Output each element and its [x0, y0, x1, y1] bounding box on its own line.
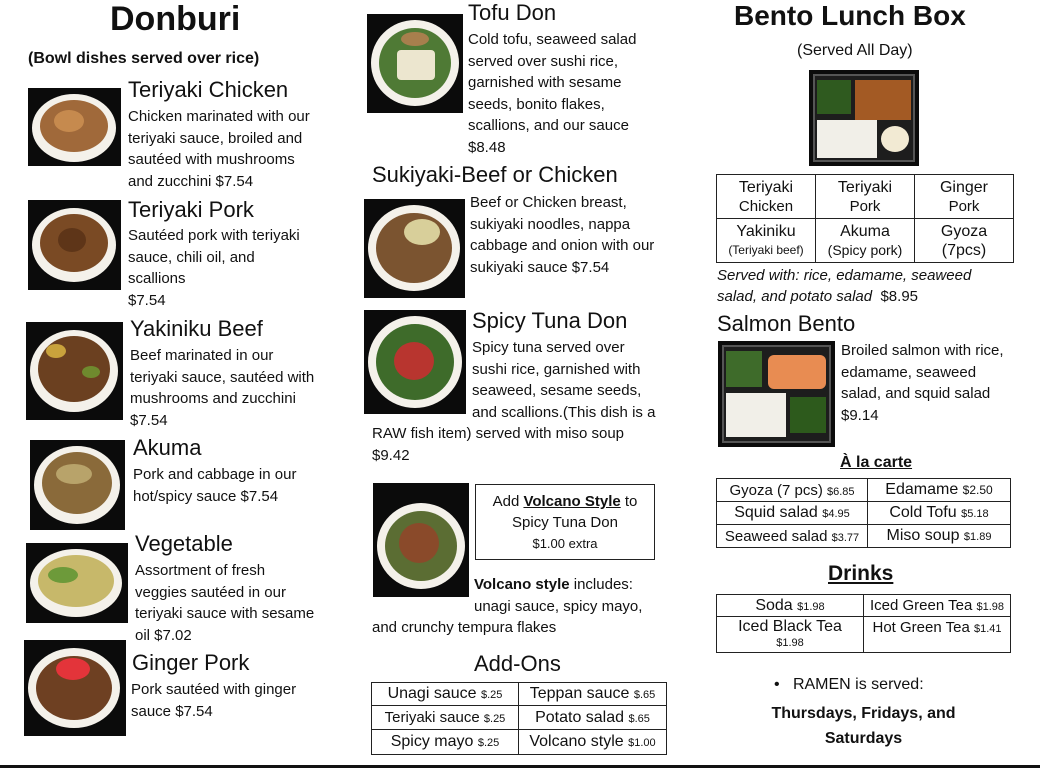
- yakiniku-beef-desc: Beef marinated in our teriyaki sauce, sautéed with mushrooms and zucchini $7.54: [130, 347, 315, 429]
- bento-subtitle: (Served All Day): [797, 42, 913, 59]
- teriyaki-pork-desc: Sautéed pork with teriyaki sauce, chili oil, and scallions $7.54: [128, 227, 300, 309]
- drinks-title: Drinks: [828, 562, 894, 585]
- spicy-tuna-don-desc: Spicy tuna served over sushi rice, garnished with seaweed, sesame seeds, and scallions.(This dish is a: [472, 339, 656, 421]
- volcano-style-box: Add Volcano Style to Spicy Tuna Don $1.00 extra: [475, 484, 655, 560]
- volcano-includes: Volcano style includes: unagi sauce, spicy mayo,: [474, 576, 643, 615]
- teriyaki-chicken-name: Teriyaki Chicken: [128, 77, 289, 102]
- vegetable-photo: [26, 543, 128, 623]
- teriyaki-pork-name: Teriyaki Pork: [128, 197, 254, 222]
- sukiyaki-name: Sukiyaki-Beef or Chicken: [372, 162, 618, 187]
- tofu-don-desc: Cold tofu, seaweed salad served over sushi rice, garnished with sesame seeds, bonito flakes, scallions, and our sauce $8.48: [468, 31, 637, 156]
- akuma-photo: [30, 440, 125, 530]
- volcano-photo: [373, 483, 469, 597]
- vegetable-desc: Assortment of fresh veggies sautéed in our teriyaki sauce with sesame oil $7.02: [135, 562, 315, 644]
- donburi-subtitle: (Bowl dishes served over rice): [28, 50, 260, 67]
- addons-table: Unagi sauce $.25 Teppan sauce $.65 Teriyaki sauce $.25 Potato salad $.65 Spicy mayo $.25 Volcano style $1.00: [371, 682, 667, 755]
- bento-served-with: Served with: rice, edamame, seaweed salad, and potato salad $8.95: [717, 267, 972, 305]
- bento-choices-table: Teriyaki Chicken Teriyaki Pork Ginger Pork Yakiniku (Teriyaki beef) Akuma (Spicy pork) Gyoza (7pcs): [716, 174, 1014, 263]
- spicy-tuna-don-desc-wide: RAW fish item) served with miso soup $9.42: [372, 425, 625, 464]
- tofu-don-name: Tofu Don: [468, 0, 557, 25]
- ginger-pork-name: Ginger Pork: [132, 650, 250, 675]
- alacarte-title: À la carte: [840, 454, 913, 471]
- salmon-bento-photo: [718, 341, 835, 447]
- bullet-icon: •: [774, 676, 780, 693]
- salmon-bento-name: Salmon Bento: [717, 311, 856, 336]
- teriyaki-chicken-desc: Chicken marinated with our teriyaki sauce, broiled and sautéed with mushrooms and zucchini $7.54: [128, 108, 310, 190]
- ramen-days: Thursdays, Fridays, and Saturdays: [771, 705, 956, 747]
- teriyaki-pork-photo: [28, 200, 121, 290]
- bento-box-photo: [809, 70, 919, 166]
- ginger-pork-photo: [24, 640, 126, 736]
- alacarte-table: Gyoza (7 pcs) $6.85 Edamame $2.50 Squid salad $4.95 Cold Tofu $5.18 Seaweed salad $3.77 Miso soup $1.89: [716, 478, 1011, 548]
- salmon-bento-desc: Broiled salmon with rice, edamame, seaweed salad, and squid salad $9.14: [841, 342, 1004, 424]
- sukiyaki-desc: Beef or Chicken breast, sukiyaki noodles, nappa cabbage and onion with our sukiyaki sauce $7.54: [470, 194, 655, 276]
- akuma-desc: Pork and cabbage in our hot/spicy sauce $7.54: [133, 466, 297, 505]
- ginger-pork-desc: Pork sautéed with ginger sauce $7.54: [131, 681, 297, 720]
- ramen-note: • RAMEN is served:: [774, 676, 924, 693]
- addons-title: Add-Ons: [474, 651, 561, 676]
- vegetable-name: Vegetable: [135, 531, 233, 556]
- bento-title: Bento Lunch Box: [734, 0, 966, 31]
- volcano-includes-line3: and crunchy tempura flakes: [372, 619, 557, 636]
- drinks-table: Soda $1.98 Iced Green Tea $1.98 Iced Black Tea $1.98 Hot Green Tea $1.41: [716, 594, 1011, 653]
- spicy-tuna-don-name: Spicy Tuna Don: [472, 308, 628, 333]
- yakiniku-beef-photo: [26, 322, 123, 420]
- tofu-don-photo: [367, 14, 463, 113]
- donburi-title: Donburi: [110, 0, 241, 38]
- spicy-tuna-don-photo: [364, 310, 466, 414]
- yakiniku-beef-name: Yakiniku Beef: [130, 316, 263, 341]
- akuma-name: Akuma: [133, 435, 202, 460]
- sukiyaki-photo: [364, 199, 465, 298]
- teriyaki-chicken-photo: [28, 88, 121, 166]
